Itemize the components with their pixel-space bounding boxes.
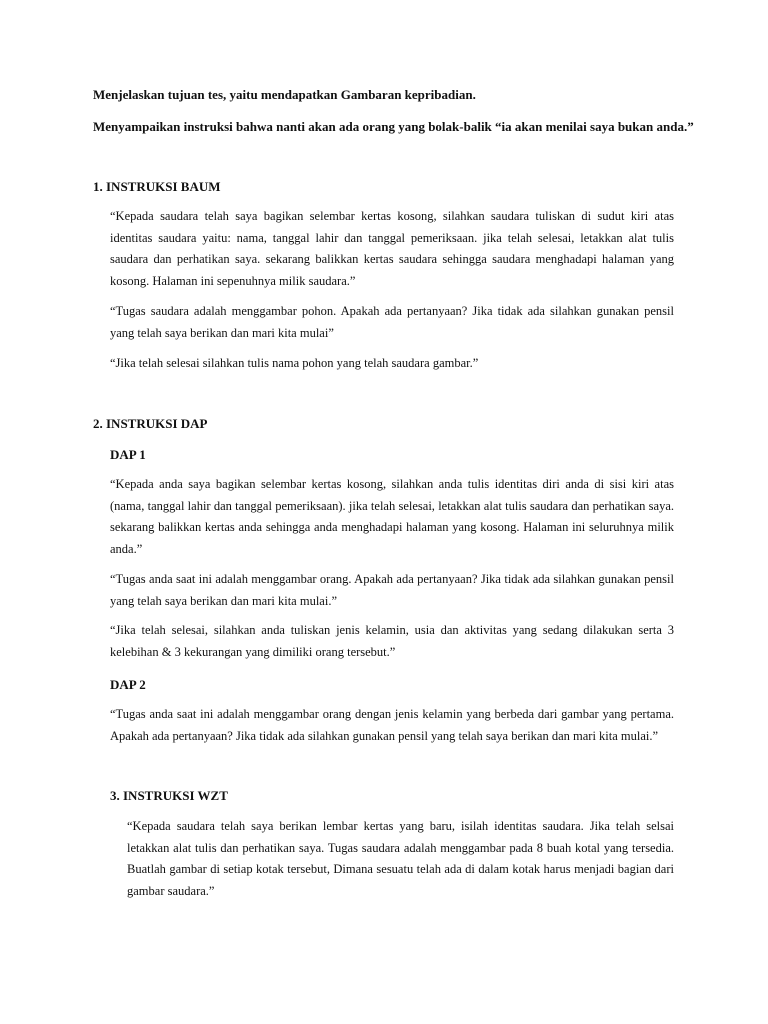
dap2-heading: DAP 2 xyxy=(110,677,146,692)
dap1-paragraph-1: “Kepada anda saya bagikan selembar kertas kosong, silahkan anda tulis identitas diri anda di sisi kiri atas (nama, tanggal lahir dan tanggal pemeriksaan). jika telah selesai, letakkan alat tulis saudara dan perhatikan saya. sekarang balikkan kertas anda sehingga anda menghadapi halaman yang kosong. Halaman ini seluruhnya milik anda.” xyxy=(110,477,674,556)
dap1-heading: DAP 1 xyxy=(110,447,146,462)
dap1-paragraph-3: “Jika telah selesai, silahkan anda tuliskan jenis kelamin, usia dan aktivitas yang sedang dilakukan serta 3 kelebihan & 3 kekurangan yang dimiliki orang tersebut.” xyxy=(110,623,674,659)
baum-paragraph-2: “Tugas saudara adalah menggambar pohon. Apakah ada pertanyaan? Jika tidak ada silahkan gunakan pensil yang telah saya berikan dan mari kita mulai” xyxy=(110,304,674,340)
intro-instruction-line: Menyampaikan instruksi bahwa nanti akan ada orang yang bolak-balik “ia akan menilai saya bukan anda.” xyxy=(93,119,694,134)
dap1-paragraph-2: “Tugas anda saat ini adalah menggambar orang. Apakah ada pertanyaan? Jika tidak ada silahkan gunakan pensil yang telah saya berikan dan mari kita mulai.” xyxy=(110,572,674,608)
dap-heading: 2. INSTRUKSI DAP xyxy=(93,416,208,431)
baum-paragraph-1: “Kepada saudara telah saya bagikan selembar kertas kosong, silahkan saudara tuliskan di sudut kiri atas identitas saudara yaitu: nama, tanggal lahir dan tanggal pemeriksaan. jika telah selesai, letakkan alat tulis saudara dan perhatikan saya. sekarang balikkan kertas saudara sehingga saudara menghadapi halaman yang kosong. Halaman ini sepenuhnya milik saudara.” xyxy=(110,209,674,288)
wzt-heading: 3. INSTRUKSI WZT xyxy=(110,788,228,803)
wzt-paragraph-1: “Kepada saudara telah saya berikan lembar kertas yang baru, isilah identitas saudara. Jika telah selsai letakkan alat tulis dan perhatikan saya. Tugas saudara adalah menggambar pada 8 buah kotal yang tersedia. Buatlah gambar di setiap kotak tersebut, Dimana sesuatu telah ada di dalam kotak harus menjadi bagian dari gambar saudara.” xyxy=(127,819,674,898)
dap2-paragraph-1: “Tugas anda saat ini adalah menggambar orang dengan jenis kelamin yang berbeda dari gambar yang pertama. Apakah ada pertanyaan? Jika tidak ada silahkan gunakan pensil yang telah saya berikan dan mari kita mulai.” xyxy=(110,707,674,743)
baum-paragraph-3: “Jika telah selesai silahkan tulis nama pohon yang telah saudara gambar.” xyxy=(110,356,479,370)
intro-purpose-line: Menjelaskan tujuan tes, yaitu mendapatkan Gambaran kepribadian. xyxy=(93,87,476,102)
baum-heading: 1. INSTRUKSI BAUM xyxy=(93,179,221,194)
